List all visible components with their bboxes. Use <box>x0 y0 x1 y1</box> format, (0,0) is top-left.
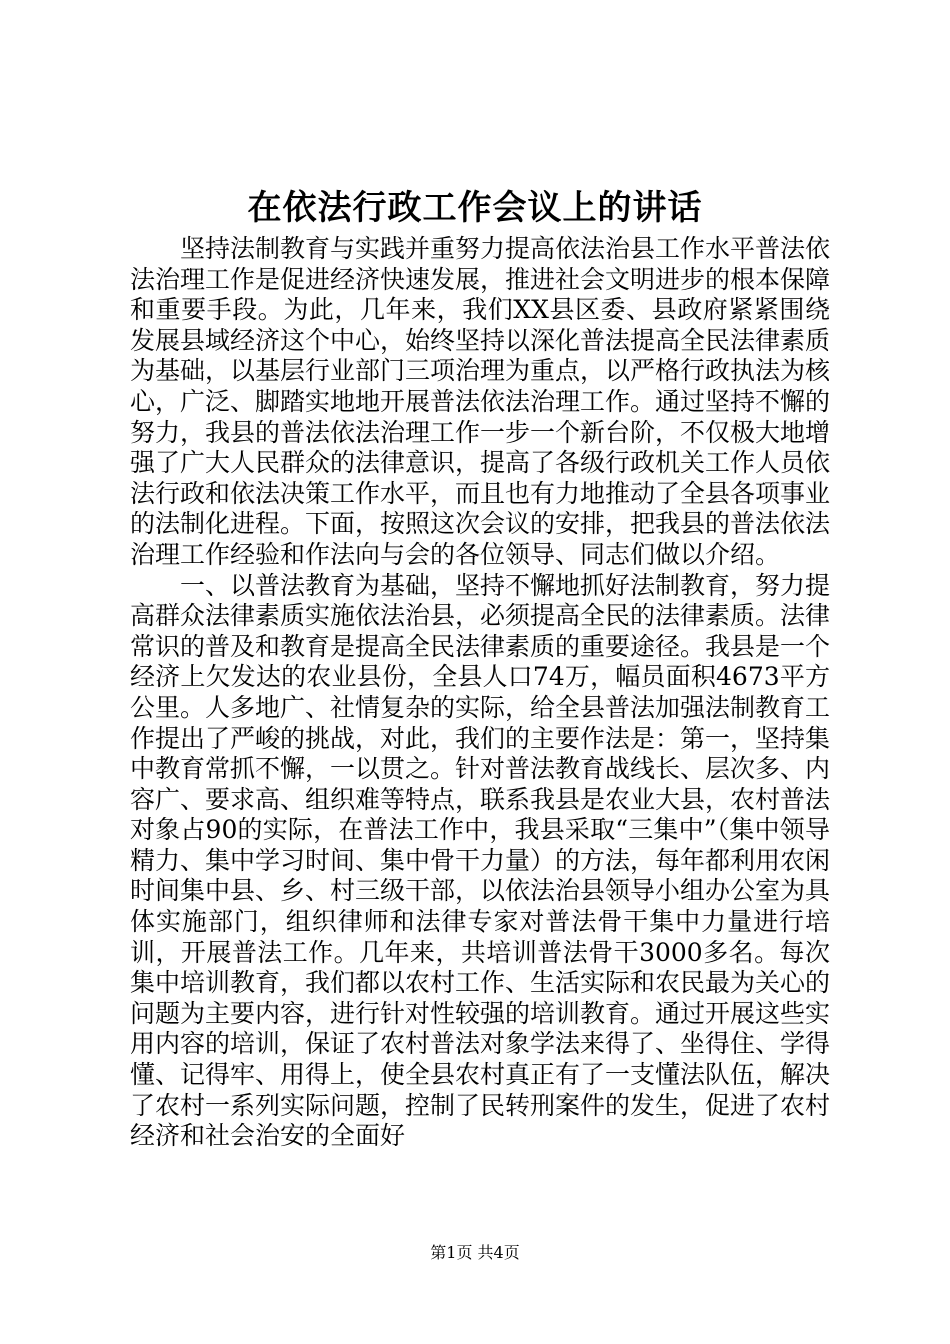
page-footer: 第1页 共4页 <box>430 1243 520 1262</box>
paragraph-section-one: 一、以普法教育为基础，坚持不懈地抓好法制教育，努力提高群众法律素质实施依法治县，必须提高全民的法律素质。法律常识的普及和教育是提高全民法律素质的重要途径。我县是一个经济上欠发达的农业县份，全县人口74万，幅员面积4673平方公里。人多地广、社情复杂的实际，给全县普法加强法制教育工作提出了严峻的挑战，对此，我们的主要作法是：第一，坚持集中教育常抓不懈，一以贯之。针对普法教育战线长、层次多、内容广、要求高、组织难等特点，联系我县是农业大县，农村普法对象占90的实际，在普法工作中，我县采取“三集中”（集中领导精力、集中学习时间、集中骨干力量）的方法，每年都利用农闲时间集中县、乡、村三级干部，以依法治县领导小组办公室为具体实施部门，组织律师和法律专家对普法骨干集中力量进行培训，开展普法工作。几年来，共培训普法骨干3000多名。每次集中培训教育，我们都以农村工作、生活实际和农民最为关心的问题为主要内容，进行针对性较强的培训教育。通过开展这些实用内容的培训，保证了农村普法对象学法来得了、坐得住、学得懂、记得牢、用得上，使全县农村真正有了一支懂法队伍，解决了农村一系列实际问题，控制了民转刑案件的发生，促进了农村经济和社会治安的全面好 <box>130 570 831 1151</box>
document-body <box>130 234 830 1152</box>
paragraph-intro: 坚持法制教育与实践并重努力提高依法治县工作水平普法依法治理工作是促进经济快速发展，推进社会文明进步的根本保障和重要手段。为此，几年来，我们XX县区委、县政府紧紧围绕发展县域经济这个中心，始终坚持以深化普法提高全民法律素质为基础，以基层行业部门三项治理为重点，以严格行政执法为核心，广泛、脚踏实地地开展普法依法治理工作。通过坚持不懈的努力，我县的普法依法治理工作一步一个新台阶，不仅极大地增强了广大人民群众的法律意识，提高了各级行政机关工作人员依法行政和依法决策工作水平，而且也有力地推动了全县各项事业的法制化进程。下面，按照这次会议的安排，把我县的普法依法治理工作经验和作法向与会的各位领导、同志们做以介绍。 <box>130 234 831 569</box>
document-title: 在依法行政工作会议上的讲话 <box>247 188 703 228</box>
